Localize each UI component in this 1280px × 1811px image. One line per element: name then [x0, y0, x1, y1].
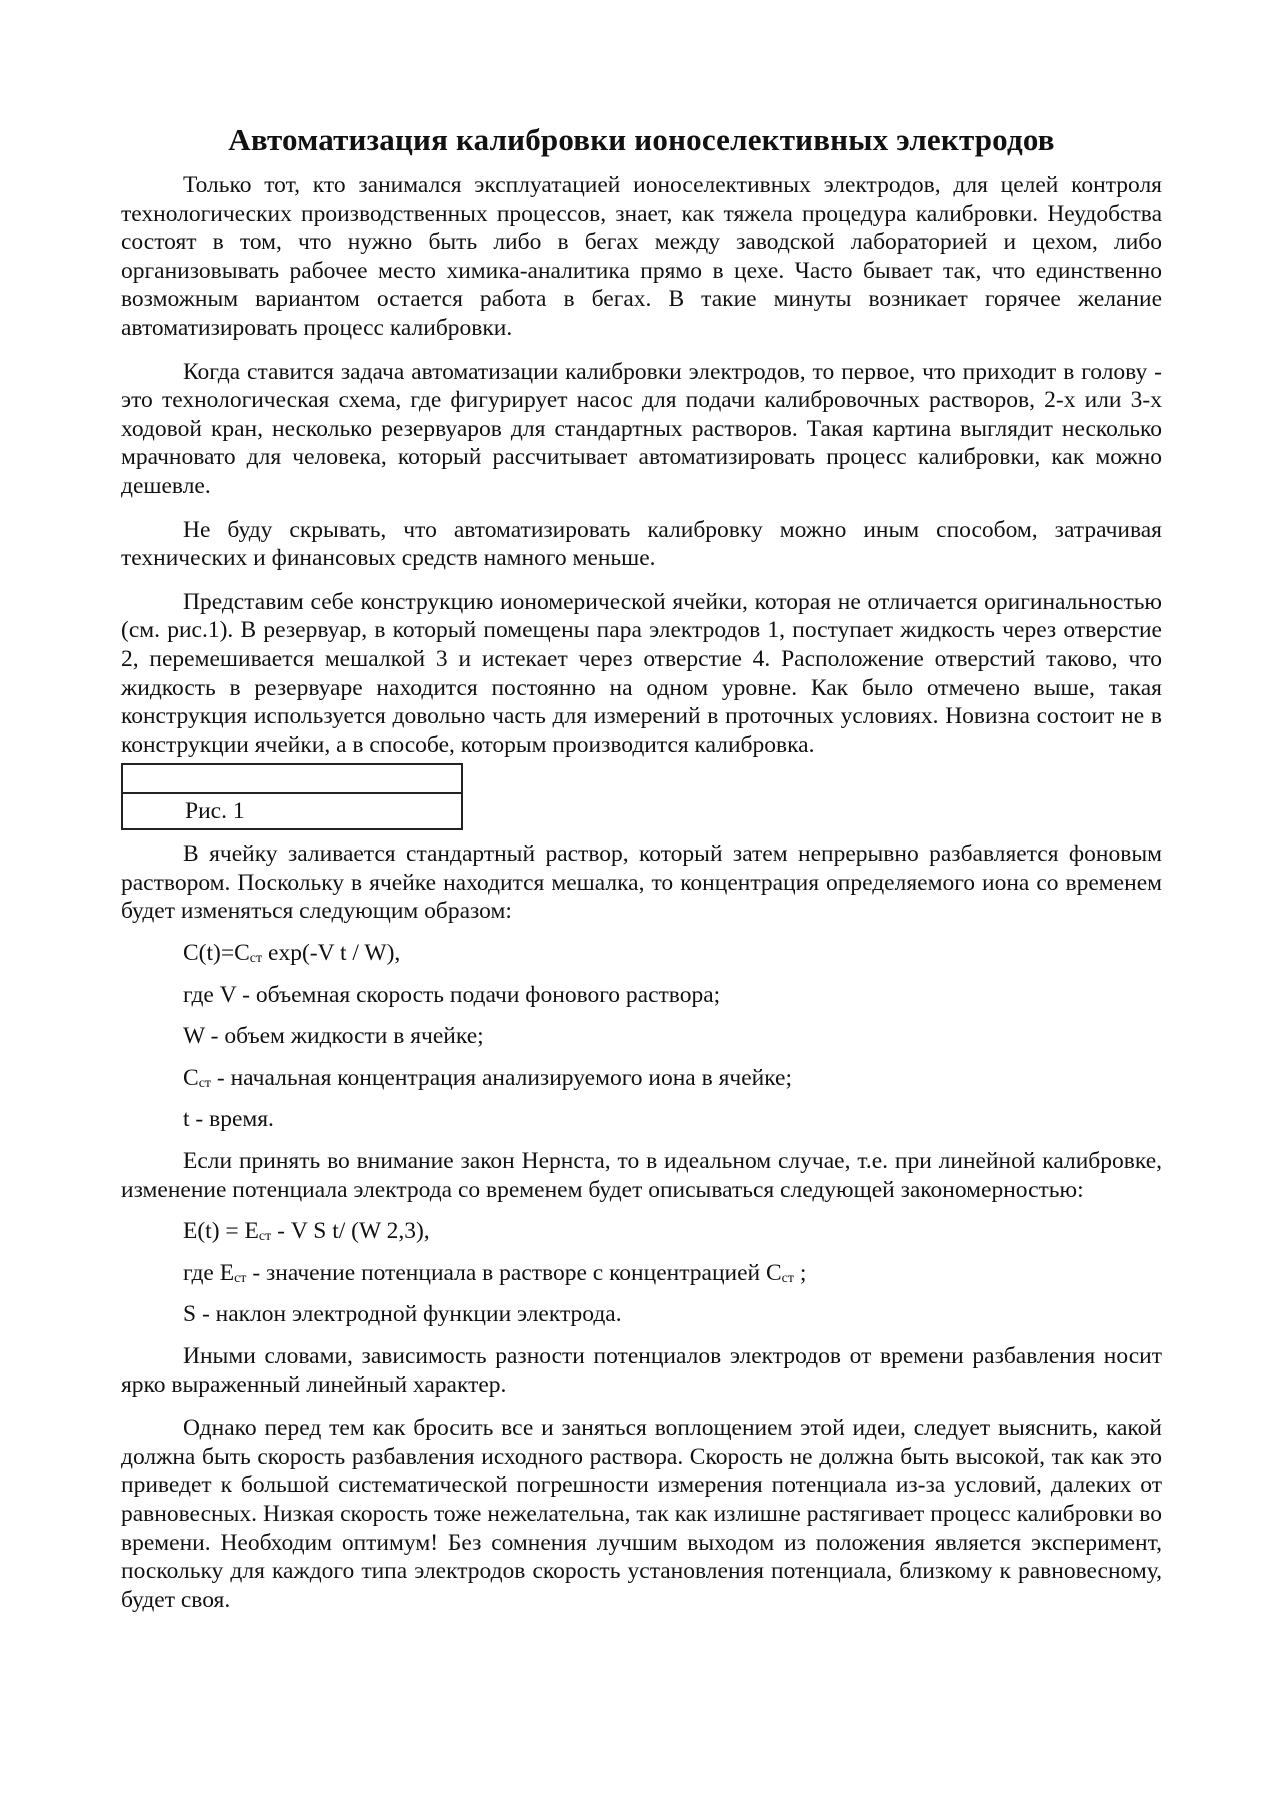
- paragraph-8: Однако перед тем как бросить все и заняться воплощением этой идеи, следует выяснить, какой должна быть скорость разбавления исходного раствора. Скорость не должна быть высокой, так как это приведет к большой систематической погрешности измерения потенциала из-за условий, далеких от равновесных. Низкая скорость тоже нежелательна, так как излишне растягивает процесс калибровки во времени. Необходим оптимум! Без сомнения лучшим выходом из положения является эксперимент, поскольку для каждого типа электродов скорость установления потенциала, близкому к равновесному, будет своя.: [121, 1415, 1162, 1613]
- paragraph-6: Если принять во внимание закон Нернста, то в идеальном случае, т.е. при линейной калибровке, изменение потенциала электрода со временем будет описываться следующей закономерностью:: [121, 1148, 1162, 1203]
- formula-2-where-e: где $E_{ст}$ - значение потенциала в растворе с концентрацией $C_{ст}$ ;: [183, 1259, 807, 1286]
- formula-2-where-s: S - наклон электродной функции электрода.: [183, 1301, 622, 1328]
- figure-1-placeholder: [122, 764, 462, 793]
- formula-1-where-t: t - время.: [183, 1106, 274, 1133]
- paragraph-2: Когда ставится задача автоматизации калибровки электродов, то первое, что приходит в голову - это технологическая схема, где фигурирует насос для подачи калибровочных растворов, 2-х или 3-х ходовой кран, несколько резервуаров для стандартных растворов. Такая картина выглядит несколько мрачновато для человека, который рассчитывает автоматизировать процесс калибровки, как можно дешевле.: [121, 358, 1162, 499]
- document-title: Автоматизация калибровки ионоселективных электродов: [228, 122, 1055, 157]
- figure-1-caption: Рис. 1: [122, 793, 462, 829]
- formula-1-where-w: W - объем жидкости в ячейке;: [183, 1023, 484, 1050]
- paragraph-3: Не буду скрывать, что автоматизировать калибровку можно иным способом, затрачивая технических и финансовых средств намного меньше.: [121, 516, 1162, 572]
- formula-concentration: $C(t)=C_{ст}$ exp(-V t / W),: [183, 940, 401, 967]
- formula-1-where-c: $C_{ст}$ - начальная концентрация анализируемого иона в ячейке;: [183, 1064, 792, 1091]
- paragraph-1: Только тот, кто занимался эксплуатацией ионоселективных электродов, для целей контроля технологических производственных процессов, знает, как тяжела процедура калибровки. Неудобства состоят в том, что нужно быть либо в бегах между заводской лабораторией и цехом, либо организовывать рабочее место химика-аналитика прямо в цехе. Часто бывает так, что единственно возможным вариантом остается работа в бегах. В такие минуты возникает горячее желание автоматизировать процесс калибровки.: [121, 172, 1162, 341]
- formula-potential: $E(t) = E_{ст} - V$ S t/ (W 2,3),: [183, 1218, 430, 1245]
- paragraph-7: Иными словами, зависимость разности потенциалов электродов от времени разбавления носит ярко выраженный линейный характер.: [121, 1343, 1162, 1398]
- paragraph-5: В ячейку заливается стандартный раствор, который затем непрерывно разбавляется фоновым раствором. Поскольку в ячейке находится мешалка, то концентрация определяемого иона со временем будет изменяться следующим образом:: [121, 841, 1162, 925]
- document-page: [121, 0, 1162, 1614]
- formula-1-where-v: где V - объемная скорость подачи фонового раствора;: [183, 981, 721, 1008]
- figure-1-box: [121, 763, 463, 830]
- paragraph-4: Представим себе конструкцию иономерической ячейки, которая не отличается оригинальностью (см. рис.1). В резервуар, в который помещены пара электродов 1, поступает жидкость через отверстие 2, перемешивается мешалкой 3 и истекает через отверстие 4. Расположение отверстий таково, что жидкость в резервуаре находится постоянно на одном уровне. Как было отмечено выше, такая конструкция используется довольно часть для измерений в проточных условиях. Новизна состоит не в конструкции ячейки, а в способе, которым производится калибровка.: [121, 588, 1162, 758]
